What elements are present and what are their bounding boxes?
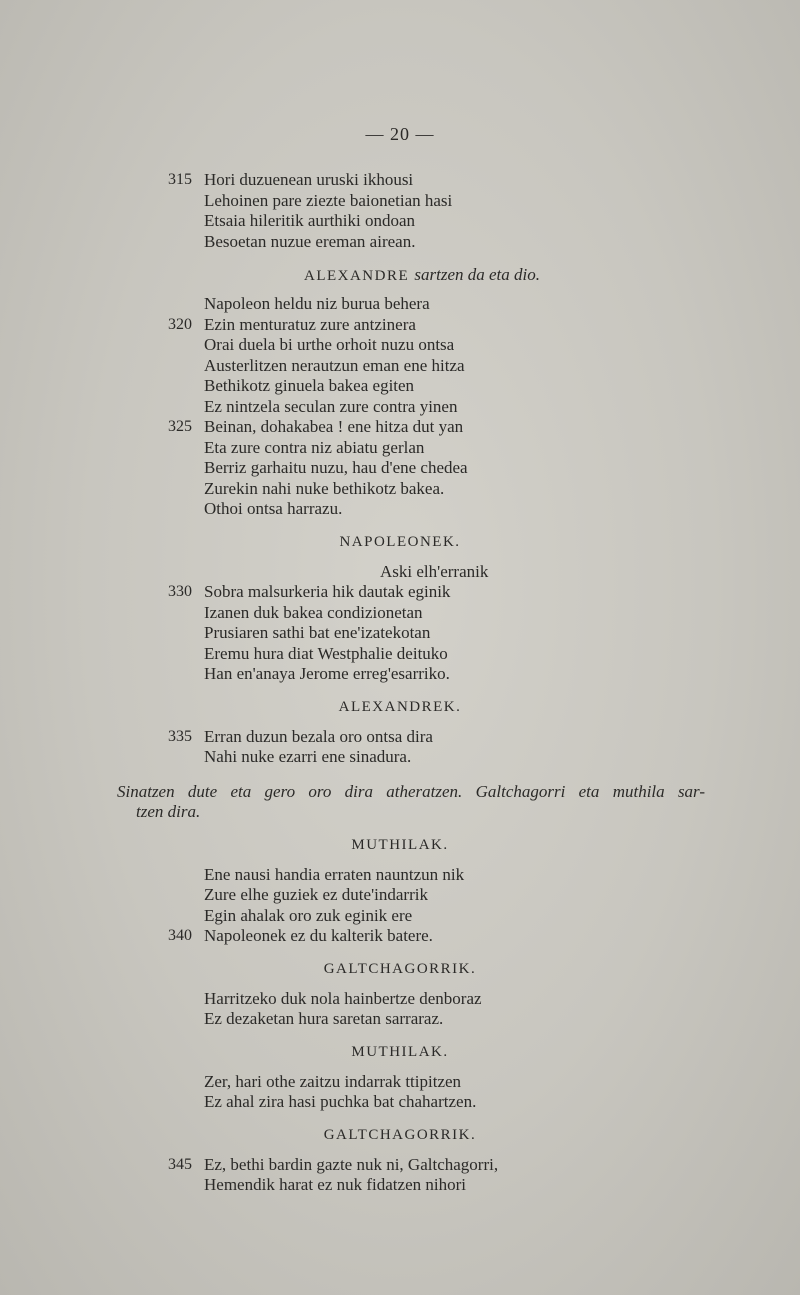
stage-direction: sartzen da eta dio. bbox=[414, 265, 540, 284]
verse-line bbox=[0, 294, 800, 315]
speaker-heading bbox=[0, 1041, 800, 1064]
verse-line bbox=[0, 356, 800, 377]
verse-text: Ez, bethi bardin gazte nuk ni, Galtchagorri, bbox=[204, 1154, 499, 1174]
verse-text: Nahi nuke ezarri ene sinadura. bbox=[204, 747, 412, 766]
verse-text: Ez dezaketan hura saretan sarraraz. bbox=[204, 1009, 444, 1028]
verse-text: Han en'anaya Jerome erreg'esarriko. bbox=[204, 664, 450, 683]
verse-line bbox=[0, 1155, 800, 1176]
speaker-name: ALEXANDREK. bbox=[338, 698, 462, 715]
line-number: 315 bbox=[168, 171, 192, 188]
verse-text: Bethikotz ginuela bakea egiten bbox=[204, 376, 415, 395]
verse-line bbox=[0, 458, 800, 479]
line-number: 330 bbox=[168, 583, 192, 600]
speaker-heading bbox=[0, 531, 800, 554]
verse-text: Napoleon heldu niz burua behera bbox=[204, 294, 430, 313]
speaker-name: ALEXANDRE bbox=[303, 268, 410, 284]
verse-text: Ezin menturatuz zure antzinera bbox=[204, 314, 416, 334]
verse-line bbox=[0, 232, 800, 253]
speaker-name: NAPOLEONEK. bbox=[339, 533, 461, 550]
verse-line bbox=[0, 865, 800, 886]
verse-text: Orai duela bi urthe orhoit nuzu ontsa bbox=[204, 335, 455, 354]
verse-text: Napoleonek ez du kalterik batere. bbox=[204, 926, 433, 945]
verse-text: Prusiaren sathi bat ene'izatekotan bbox=[204, 623, 431, 642]
speaker-name: MUTHILAK. bbox=[351, 1043, 449, 1060]
stage-direction-line: Sinatzen dute eta gero oro dira atheratzen. Galtchagorri eta muthila sar- bbox=[117, 781, 705, 801]
speaker-name: GALTCHAGORRIK. bbox=[323, 1126, 477, 1143]
speaker-heading bbox=[0, 958, 800, 981]
verse-text: Ez ahal zira hasi puchka bat chahartzen. bbox=[204, 1092, 477, 1111]
verse-line bbox=[0, 397, 800, 418]
speaker-heading bbox=[22, 263, 800, 286]
verse-text: Egin ahalak oro zuk eginik ere bbox=[204, 905, 413, 925]
speaker-heading bbox=[0, 696, 800, 719]
speaker-name: GALTCHAGORRIK. bbox=[323, 960, 477, 977]
verse-text: Zer, hari othe zaitzu indarrak ttipitzen bbox=[204, 1071, 462, 1091]
verse-text: Eremu hura diat Westphalie deituko bbox=[204, 643, 448, 663]
verse-line bbox=[0, 211, 800, 232]
verse-text: Austerlitzen nerautzun eman ene hitza bbox=[204, 355, 465, 375]
verse-line bbox=[0, 1092, 800, 1113]
verse-text: Besoetan nuzue ereman airean. bbox=[204, 231, 416, 251]
verse-line bbox=[0, 989, 800, 1010]
verse-text: Ez nintzela seculan zure contra yinen bbox=[204, 396, 458, 416]
line-number: 325 bbox=[168, 418, 192, 435]
verse-text: Zure elhe guziek ez dute'indarrik bbox=[204, 885, 428, 904]
verse-line bbox=[0, 1072, 800, 1093]
verse-text: Othoi ontsa harrazu. bbox=[204, 499, 343, 518]
stage-direction-line: tzen dira. bbox=[136, 802, 201, 821]
line-number: 335 bbox=[168, 727, 192, 745]
play-text bbox=[0, 170, 800, 1196]
verse-line bbox=[0, 438, 800, 459]
verse-text: Sobra malsurkeria hik dautak eginik bbox=[204, 582, 451, 601]
verse-text: Ene nausi handia erraten nauntzun nik bbox=[204, 864, 465, 884]
verse-text: Hemendik harat ez nuk fidatzen nihori bbox=[204, 1175, 466, 1194]
verse-line bbox=[0, 727, 800, 748]
verse-text: Eta zure contra niz abiatu gerlan bbox=[204, 437, 425, 457]
verse-line bbox=[0, 1009, 800, 1030]
speaker-heading bbox=[0, 1124, 800, 1147]
page-number: — 20 — bbox=[365, 124, 435, 144]
verse-line bbox=[0, 926, 800, 947]
verse-line bbox=[0, 479, 800, 500]
verse-line bbox=[0, 603, 800, 624]
verse-line bbox=[0, 582, 800, 603]
verse-text: Erran duzun bezala oro ontsa dira bbox=[204, 726, 433, 746]
verse-text: Beinan, dohakabea ! ene hitza dut yan bbox=[204, 417, 464, 436]
verse-line bbox=[0, 315, 800, 336]
verse-line bbox=[0, 417, 800, 438]
verse-line bbox=[0, 623, 800, 644]
line-number: 340 bbox=[168, 927, 192, 944]
verse-line bbox=[0, 747, 800, 768]
verse-line bbox=[0, 191, 800, 212]
verse-line bbox=[0, 885, 800, 906]
verse-text: Lehoinen pare ziezte baionetian hasi bbox=[204, 190, 453, 210]
speaker-heading bbox=[0, 834, 800, 857]
verse-line bbox=[0, 499, 800, 520]
verse-text: Zurekin nahi nuke bethikotz bakea. bbox=[204, 478, 445, 498]
verse-line bbox=[0, 335, 800, 356]
verse-line bbox=[0, 1175, 800, 1196]
verse-text: Berriz garhaitu nuzu, hau d'ene chedea bbox=[204, 458, 468, 477]
stage-direction-block bbox=[0, 782, 800, 823]
verse-text: Etsaia hileritik aurthiki ondoan bbox=[204, 211, 416, 230]
verse-line bbox=[0, 644, 800, 665]
line-number: 345 bbox=[168, 1155, 192, 1173]
verse-line bbox=[0, 562, 800, 583]
verse-line bbox=[0, 170, 800, 191]
verse-text: Hori duzuenean uruski ikhousi bbox=[204, 170, 414, 189]
speaker-name: MUTHILAK. bbox=[351, 836, 449, 853]
verse-text: Izanen duk bakea condizionetan bbox=[204, 602, 423, 622]
verse-text: Aski elh'erranik bbox=[380, 561, 489, 581]
verse-line bbox=[0, 664, 800, 685]
line-number: 320 bbox=[168, 315, 192, 333]
verse-line bbox=[0, 376, 800, 397]
verse-line bbox=[0, 906, 800, 927]
verse-text: Harritzeko duk nola hainbertze denboraz bbox=[204, 988, 482, 1008]
